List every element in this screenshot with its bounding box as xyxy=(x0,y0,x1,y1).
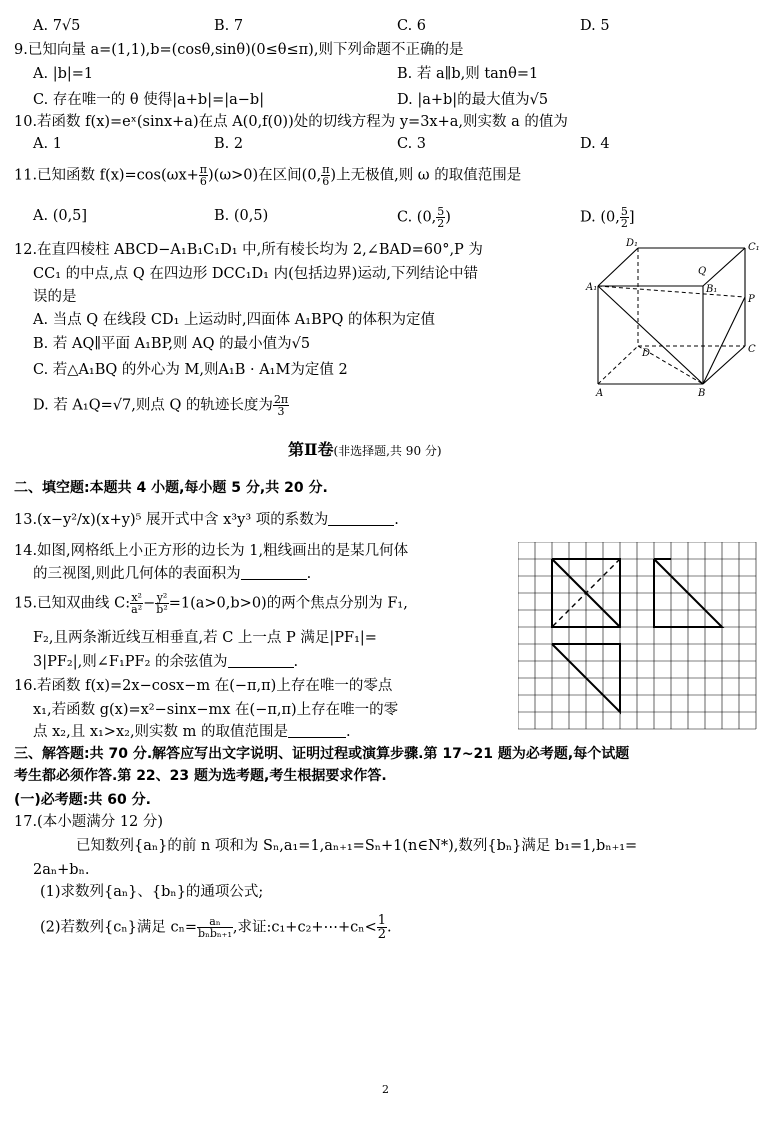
q8-option-b: B. 7 xyxy=(214,18,244,34)
q16-line-3: 点 x₂,且 x₁>x₂,则实数 m 的取值范围是 . xyxy=(33,724,351,740)
q14-line-2: 的三视图,则此几何体的表面积为 . xyxy=(33,566,312,582)
q14-line-1: 14.如图,网格纸上小正方形的边长为 1,粗线画出的是某几何体 xyxy=(14,543,409,559)
q15-line-2: F₂,且两条渐近线互相垂直,若 C 上一点 P 满足|PF₁|= xyxy=(33,630,377,646)
q17-stem-line-1: 已知数列{aₙ}的前 n 项和为 Sₙ,a₁=1,aₙ₊₁=Sₙ+1(n∈N*),数列{bₙ}满足 b₁=1,bₙ₊₁= xyxy=(76,838,638,854)
page-number: 2 xyxy=(382,1083,389,1096)
label-C: C xyxy=(748,344,756,355)
label-C1: C₁ xyxy=(748,242,760,253)
q11-fraction-1: $\frac{\pi}{6}$ xyxy=(199,163,208,188)
section-3-subheading: (一)必考题:共 60 分. xyxy=(14,792,151,808)
q16-line-1: 16.若函数 f(x)=2x−cosx−m 在(−π,π)上存在唯一的零点 xyxy=(14,678,393,694)
q10-option-a: A. 1 xyxy=(33,136,62,152)
q10-option-c: C. 3 xyxy=(397,136,427,152)
section-2-heading: 二、填空题:本题共 4 小题,每小题 5 分,共 20 分. xyxy=(14,480,328,496)
q17-stem-line-2: 2aₙ+bₙ. xyxy=(33,862,90,878)
q8-option-c: C. 6 xyxy=(397,18,427,34)
q12-option-b: B. 若 AQ∥平面 A₁BP,则 AQ 的最小值为√5 xyxy=(33,336,311,352)
label-A: A xyxy=(596,388,604,399)
q16-line-2: x₁,若函数 g(x)=x²−sinx−mx 在(−π,π)上存在唯一的零 xyxy=(33,702,399,718)
q15-line-1: 15.已知双曲线 C: $\frac{\text{x²}}{\text{a²}}$ − $\frac{\text{y²}}{\text{b²}}$ =1(a>0,b>0)的两个焦点分别为 F₁, xyxy=(14,591,408,616)
q13-stem: 13.(x−y²/x)(x+y)⁵ 展开式中含 x³y³ 项的系数为 . xyxy=(14,512,399,528)
q11-option-d: D. (0, $\frac{5}{2}$ ] xyxy=(580,205,635,230)
q15-line-3: 3|PF₂|,则∠F₁PF₂ 的余弦值为 . xyxy=(33,654,299,670)
q17-title: 17.(本小题满分 12 分) xyxy=(14,814,164,830)
q17-part-1: (1)求数列{aₙ}、{bₙ}的通项公式; xyxy=(40,884,264,900)
part-ii-title: 第Ⅱ卷(非选择题,共 90 分) xyxy=(288,440,442,459)
q9-option-d: D. |a+b|的最大值为√5 xyxy=(397,92,549,108)
q12-option-a: A. 当点 Q 在线段 CD₁ 上运动时,四面体 A₁BPQ 的体积为定值 xyxy=(33,312,435,328)
label-A1: A₁ xyxy=(586,282,598,293)
label-Q: Q xyxy=(698,266,707,277)
q10-option-d: D. 4 xyxy=(580,136,610,152)
section-3-heading-line-1: 三、解答题:共 70 分.解答应写出文字说明、证明过程或演算步骤.第 17~21 题为必考题,每个试题 xyxy=(14,746,630,762)
section-3-heading-line-2: 考生都必须作答.第 22、23 题为选考题,考生根据要求作答. xyxy=(14,768,387,784)
q12-stem-line-2: CC₁ 的中点,点 Q 在四边形 DCC₁D₁ 内(包括边界)运动,下列结论中错 xyxy=(33,266,479,282)
q10-stem: 10.若函数 f(x)=eˣ(sinx+a)在点 A(0,f(0))处的切线方程为 y=3x+a,则实数 a 的值为 xyxy=(14,114,568,130)
q8-option-a: A. 7√5 xyxy=(33,18,81,34)
q11-option-b: B. (0,5) xyxy=(214,208,269,224)
q12-stem-line-1: 12.在直四棱柱 ABCD−A₁B₁C₁D₁ 中,所有棱长均为 2,∠BAD=60°,P 为 xyxy=(14,242,483,258)
q12-prism-figure xyxy=(582,236,768,402)
q12-option-c: C. 若△A₁BQ 的外心为 M,则A₁B · A₁M为定值 2 xyxy=(33,362,348,378)
q12-stem-line-3: 误的是 xyxy=(33,289,77,305)
q12-option-d: D. 若 A₁Q=√7,则点 Q 的轨迹长度为 $\frac{2\pi}{3}$ xyxy=(33,393,289,418)
label-B: B xyxy=(698,388,706,399)
q17-part-2: (2)若数列{cₙ}满足 cₙ= $\frac{\text{aₙ}}{\text{bₙbₙ₊₁}}$ ,求证:c₁+c₂+⋯+cₙ< $\frac{1}{2}$ . xyxy=(40,913,392,942)
q11-option-c: C. (0, $\frac{5}{2}$ ) xyxy=(397,205,451,230)
q11-stem: 11.已知函数 f(x)=cos(ωx+ $\frac{\pi}{6}$ )(ω>0)在区间(0, $\frac{\pi}{6}$ )上无极值,则 ω 的取值范围是 xyxy=(14,163,522,188)
q9-option-b: B. 若 a∥b,则 tanθ=1 xyxy=(397,66,539,82)
q9-option-a: A. |b|=1 xyxy=(33,66,94,82)
label-P: P xyxy=(748,294,755,305)
q9-stem: 9.已知向量 a=(1,1),b=(cosθ,sinθ)(0≤θ≤π),则下列命题不正确的是 xyxy=(14,42,464,58)
q9-option-c: C. 存在唯一的 θ 使得|a+b|=|a−b| xyxy=(33,92,265,108)
label-D: D xyxy=(642,348,651,359)
q14-three-view-grid xyxy=(518,542,758,730)
q10-option-b: B. 2 xyxy=(214,136,244,152)
q11-fraction-2: $\frac{\pi}{6}$ xyxy=(322,163,330,188)
q11-option-a: A. (0,5] xyxy=(33,208,88,224)
label-D1: D₁ xyxy=(626,238,639,249)
q8-option-d: D. 5 xyxy=(580,18,610,34)
label-B1: B₁ xyxy=(706,284,718,295)
